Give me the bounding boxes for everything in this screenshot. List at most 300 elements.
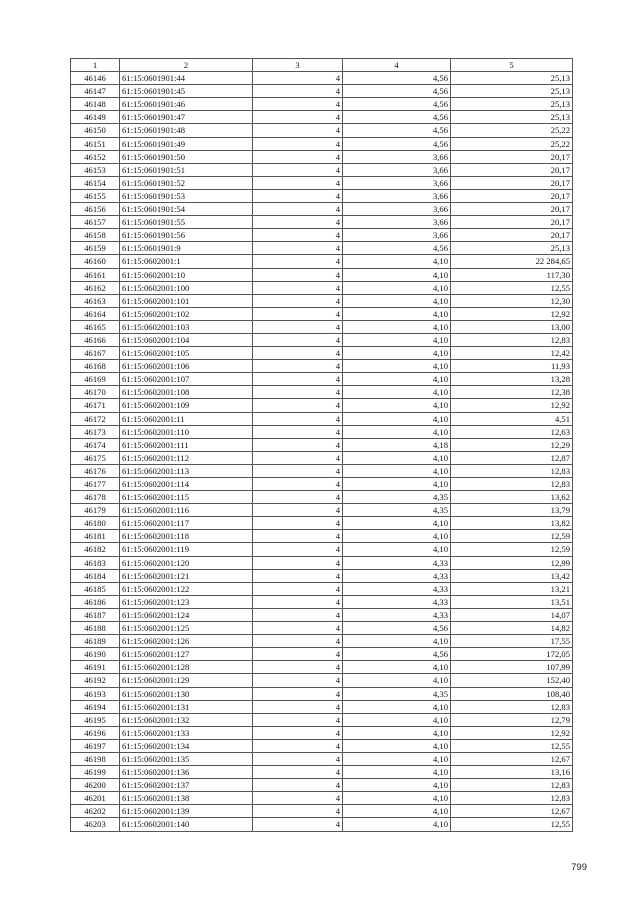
cadastral-number-cell: 61:15:0602001:116 — [120, 504, 253, 517]
column-5-cell: 12,30 — [451, 294, 573, 307]
column-3-cell: 4 — [253, 189, 343, 202]
cadastral-number-cell: 61:15:0602001:132 — [120, 713, 253, 726]
column-5-cell: 117,30 — [451, 268, 573, 281]
column-4-cell: 4,10 — [343, 333, 451, 346]
row-number-cell: 46154 — [71, 176, 120, 189]
row-number-cell: 46187 — [71, 608, 120, 621]
column-5-cell: 13,21 — [451, 582, 573, 595]
column-5-cell: 13,00 — [451, 320, 573, 333]
row-number-cell: 46149 — [71, 111, 120, 124]
column-3-cell: 4 — [253, 517, 343, 530]
column-4-cell: 4,10 — [343, 726, 451, 739]
column-3-cell: 4 — [253, 713, 343, 726]
cadastral-number-cell: 61:15:0602001:1 — [120, 255, 253, 268]
column-3-cell: 4 — [253, 635, 343, 648]
table-row — [71, 425, 573, 438]
cadastral-number-cell: 61:15:0602001:100 — [120, 281, 253, 294]
table-row — [71, 608, 573, 621]
table-row — [71, 648, 573, 661]
cadastral-number-cell: 61:15:0602001:11 — [120, 412, 253, 425]
column-3-cell: 4 — [253, 622, 343, 635]
row-number-cell: 46163 — [71, 294, 120, 307]
table-row — [71, 739, 573, 752]
column-5-cell: 107,99 — [451, 661, 573, 674]
table-row — [71, 399, 573, 412]
table-row — [71, 478, 573, 491]
column-4-cell: 4,56 — [343, 648, 451, 661]
column-5-cell: 25,13 — [451, 242, 573, 255]
table-row — [71, 713, 573, 726]
row-number-cell: 46165 — [71, 320, 120, 333]
column-4-cell: 3,66 — [343, 163, 451, 176]
column-4-cell: 4,10 — [343, 464, 451, 477]
row-number-cell: 46169 — [71, 373, 120, 386]
column-4-cell: 4,10 — [343, 739, 451, 752]
row-number-cell: 46151 — [71, 137, 120, 150]
column-3-cell: 4 — [253, 674, 343, 687]
column-5-cell: 14,07 — [451, 608, 573, 621]
column-4-cell: 4,56 — [343, 72, 451, 85]
table-row — [71, 268, 573, 281]
column-3-cell: 4 — [253, 661, 343, 674]
column-5-cell: 13,82 — [451, 517, 573, 530]
column-4-cell: 4,10 — [343, 818, 451, 831]
table-row — [71, 438, 573, 451]
column-5-cell: 13,79 — [451, 504, 573, 517]
row-number-cell: 46147 — [71, 85, 120, 98]
column-4-cell: 4,10 — [343, 792, 451, 805]
column-5-cell: 25,22 — [451, 137, 573, 150]
column-5-cell: 25,22 — [451, 124, 573, 137]
column-3-cell: 4 — [253, 805, 343, 818]
table-row — [71, 124, 573, 137]
column-4-cell: 4,10 — [343, 425, 451, 438]
column-5-cell: 172,05 — [451, 648, 573, 661]
cadastral-number-cell: 61:15:0602001:127 — [120, 648, 253, 661]
row-number-cell: 46186 — [71, 595, 120, 608]
column-4-cell: 4,33 — [343, 556, 451, 569]
row-number-cell: 46160 — [71, 255, 120, 268]
column-5-cell: 12,63 — [451, 425, 573, 438]
column-5-cell: 12,83 — [451, 478, 573, 491]
column-5-cell: 108,40 — [451, 687, 573, 700]
row-number-cell: 46157 — [71, 216, 120, 229]
column-3-cell: 4 — [253, 98, 343, 111]
table-row — [71, 255, 573, 268]
column-5-cell: 12,92 — [451, 307, 573, 320]
row-number-cell: 46172 — [71, 412, 120, 425]
column-4-cell: 4,10 — [343, 360, 451, 373]
column-5-cell: 11,93 — [451, 360, 573, 373]
table-row — [71, 635, 573, 648]
column-3-cell: 4 — [253, 608, 343, 621]
row-number-cell: 46175 — [71, 451, 120, 464]
column-3-cell: 4 — [253, 818, 343, 831]
table-row — [71, 203, 573, 216]
row-number-cell: 46188 — [71, 622, 120, 635]
column-3-cell: 4 — [253, 111, 343, 124]
column-3-cell: 4 — [253, 85, 343, 98]
column-4-cell: 4,33 — [343, 569, 451, 582]
column-4-cell: 4,10 — [343, 700, 451, 713]
row-number-cell: 46155 — [71, 189, 120, 202]
column-4-cell: 4,10 — [343, 635, 451, 648]
column-5-cell: 25,13 — [451, 98, 573, 111]
row-number-cell: 46182 — [71, 543, 120, 556]
column-4-cell: 4,10 — [343, 543, 451, 556]
cadastral-number-cell: 61:15:0601901:54 — [120, 203, 253, 216]
column-3-cell: 4 — [253, 347, 343, 360]
column-3-cell: 4 — [253, 792, 343, 805]
table-row — [71, 792, 573, 805]
cadastral-number-cell: 61:15:0602001:130 — [120, 687, 253, 700]
column-5-cell: 13,28 — [451, 373, 573, 386]
column-4-cell: 4,10 — [343, 779, 451, 792]
row-number-cell: 46173 — [71, 425, 120, 438]
row-number-cell: 46195 — [71, 713, 120, 726]
column-4-cell: 4,56 — [343, 124, 451, 137]
table-row — [71, 622, 573, 635]
cadastral-number-cell: 61:15:0602001:134 — [120, 739, 253, 752]
row-number-cell: 46162 — [71, 281, 120, 294]
column-3-cell: 4 — [253, 766, 343, 779]
column-3-cell: 4 — [253, 530, 343, 543]
table-row — [71, 491, 573, 504]
column-4-cell: 4,10 — [343, 399, 451, 412]
cadastral-number-cell: 61:15:0602001:128 — [120, 661, 253, 674]
column-3-cell: 4 — [253, 451, 343, 464]
table-row — [71, 229, 573, 242]
column-5-cell: 12,67 — [451, 752, 573, 765]
table-row — [71, 386, 573, 399]
row-number-cell: 46177 — [71, 478, 120, 491]
cadastral-number-cell: 61:15:0601901:45 — [120, 85, 253, 98]
column-3-cell: 4 — [253, 425, 343, 438]
row-number-cell: 46181 — [71, 530, 120, 543]
table-row — [71, 687, 573, 700]
cadastral-number-cell: 61:15:0602001:135 — [120, 752, 253, 765]
table-row — [71, 661, 573, 674]
cadastral-number-cell: 61:15:0602001:111 — [120, 438, 253, 451]
column-3-cell: 4 — [253, 360, 343, 373]
cadastral-number-cell: 61:15:0602001:115 — [120, 491, 253, 504]
table-row — [71, 176, 573, 189]
table-row — [71, 595, 573, 608]
data-table — [70, 58, 573, 832]
cadastral-number-cell: 61:15:0602001:131 — [120, 700, 253, 713]
cadastral-number-cell: 61:15:0601901:53 — [120, 189, 253, 202]
column-5-cell: 13,51 — [451, 595, 573, 608]
column-4-cell: 4,10 — [343, 451, 451, 464]
table-row — [71, 320, 573, 333]
column-4-cell: 4,56 — [343, 111, 451, 124]
column-3-cell: 4 — [253, 752, 343, 765]
column-3-cell: 4 — [253, 648, 343, 661]
cadastral-number-cell: 61:15:0602001:104 — [120, 333, 253, 346]
column-4-cell: 4,56 — [343, 137, 451, 150]
column-4-cell: 4,33 — [343, 595, 451, 608]
row-number-cell: 46180 — [71, 517, 120, 530]
column-3-cell: 4 — [253, 242, 343, 255]
column-5-cell: 12,83 — [451, 700, 573, 713]
column-header-3: 3 — [253, 59, 343, 72]
row-number-cell: 46185 — [71, 582, 120, 595]
column-3-cell: 4 — [253, 687, 343, 700]
table-body — [71, 72, 573, 831]
row-number-cell: 46196 — [71, 726, 120, 739]
column-3-cell: 4 — [253, 320, 343, 333]
column-5-cell: 12,99 — [451, 556, 573, 569]
cadastral-number-cell: 61:15:0602001:102 — [120, 307, 253, 320]
column-3-cell: 4 — [253, 556, 343, 569]
row-number-cell: 46191 — [71, 661, 120, 674]
table-row — [71, 333, 573, 346]
column-3-cell: 4 — [253, 281, 343, 294]
table-row — [71, 582, 573, 595]
column-5-cell: 13,16 — [451, 766, 573, 779]
table-row — [71, 530, 573, 543]
table-row — [71, 242, 573, 255]
column-5-cell: 12,92 — [451, 399, 573, 412]
column-4-cell: 4,33 — [343, 608, 451, 621]
cadastral-number-cell: 61:15:0602001:139 — [120, 805, 253, 818]
row-number-cell: 46148 — [71, 98, 120, 111]
column-5-cell: 12,87 — [451, 451, 573, 464]
column-4-cell: 4,10 — [343, 294, 451, 307]
table-row — [71, 98, 573, 111]
column-4-cell: 4,10 — [343, 478, 451, 491]
column-4-cell: 3,66 — [343, 216, 451, 229]
column-3-cell: 4 — [253, 163, 343, 176]
table-row — [71, 451, 573, 464]
table-row — [71, 752, 573, 765]
column-5-cell: 20,17 — [451, 189, 573, 202]
row-number-cell: 46200 — [71, 779, 120, 792]
column-4-cell: 3,66 — [343, 150, 451, 163]
cadastral-number-cell: 61:15:0602001:108 — [120, 386, 253, 399]
column-3-cell: 4 — [253, 386, 343, 399]
page-number: 799 — [571, 862, 587, 873]
row-number-cell: 46197 — [71, 739, 120, 752]
cadastral-number-cell: 61:15:0601901:56 — [120, 229, 253, 242]
table-row — [71, 137, 573, 150]
row-number-cell: 46152 — [71, 150, 120, 163]
cadastral-number-cell: 61:15:0602001:125 — [120, 622, 253, 635]
column-5-cell: 12,55 — [451, 739, 573, 752]
row-number-cell: 46150 — [71, 124, 120, 137]
column-3-cell: 4 — [253, 72, 343, 85]
table-row — [71, 726, 573, 739]
cadastral-number-cell: 61:15:0602001:121 — [120, 569, 253, 582]
column-3-cell: 4 — [253, 124, 343, 137]
row-number-cell: 46166 — [71, 333, 120, 346]
cadastral-number-cell: 61:15:0602001:10 — [120, 268, 253, 281]
row-number-cell: 46183 — [71, 556, 120, 569]
column-4-cell: 4,10 — [343, 674, 451, 687]
column-header-4: 4 — [343, 59, 451, 72]
row-number-cell: 46194 — [71, 700, 120, 713]
cadastral-number-cell: 61:15:0602001:110 — [120, 425, 253, 438]
column-3-cell: 4 — [253, 478, 343, 491]
column-5-cell: 13,42 — [451, 569, 573, 582]
column-4-cell: 4,10 — [343, 373, 451, 386]
column-3-cell: 4 — [253, 438, 343, 451]
column-4-cell: 4,10 — [343, 307, 451, 320]
column-5-cell: 20,17 — [451, 150, 573, 163]
column-5-cell: 152,40 — [451, 674, 573, 687]
table-row — [71, 85, 573, 98]
column-5-cell: 12,83 — [451, 779, 573, 792]
row-number-cell: 46178 — [71, 491, 120, 504]
cadastral-number-cell: 61:15:0602001:133 — [120, 726, 253, 739]
cadastral-number-cell: 61:15:0602001:119 — [120, 543, 253, 556]
table-row — [71, 294, 573, 307]
column-4-cell: 4,35 — [343, 491, 451, 504]
column-4-cell: 4,10 — [343, 255, 451, 268]
column-4-cell: 4,10 — [343, 347, 451, 360]
column-5-cell: 12,83 — [451, 792, 573, 805]
column-4-cell: 4,10 — [343, 752, 451, 765]
cadastral-number-cell: 61:15:0602001:126 — [120, 635, 253, 648]
column-3-cell: 4 — [253, 464, 343, 477]
column-4-cell: 3,66 — [343, 189, 451, 202]
column-header-5: 5 — [451, 59, 573, 72]
table-row — [71, 111, 573, 124]
column-4-cell: 4,10 — [343, 805, 451, 818]
column-3-cell: 4 — [253, 176, 343, 189]
column-3-cell: 4 — [253, 569, 343, 582]
column-5-cell: 4,51 — [451, 412, 573, 425]
cadastral-number-cell: 61:15:0602001:107 — [120, 373, 253, 386]
column-5-cell: 22 284,65 — [451, 255, 573, 268]
row-number-cell: 46156 — [71, 203, 120, 216]
column-3-cell: 4 — [253, 294, 343, 307]
table-row — [71, 189, 573, 202]
column-4-cell: 4,56 — [343, 98, 451, 111]
column-3-cell: 4 — [253, 137, 343, 150]
column-4-cell: 4,10 — [343, 530, 451, 543]
column-5-cell: 12,29 — [451, 438, 573, 451]
column-3-cell: 4 — [253, 373, 343, 386]
row-number-cell: 46146 — [71, 72, 120, 85]
column-4-cell: 4,10 — [343, 412, 451, 425]
table-row — [71, 281, 573, 294]
row-number-cell: 46164 — [71, 307, 120, 320]
column-3-cell: 4 — [253, 399, 343, 412]
column-3-cell: 4 — [253, 779, 343, 792]
column-4-cell: 4,33 — [343, 582, 451, 595]
cadastral-number-cell: 61:15:0602001:137 — [120, 779, 253, 792]
cadastral-number-cell: 61:15:0602001:101 — [120, 294, 253, 307]
header-row — [71, 59, 573, 72]
table-row — [71, 556, 573, 569]
cadastral-number-cell: 61:15:0602001:117 — [120, 517, 253, 530]
table-row — [71, 464, 573, 477]
column-3-cell: 4 — [253, 268, 343, 281]
cadastral-number-cell: 61:15:0602001:123 — [120, 595, 253, 608]
table-row — [71, 216, 573, 229]
table-row — [71, 163, 573, 176]
table-row — [71, 517, 573, 530]
row-number-cell: 46189 — [71, 635, 120, 648]
row-number-cell: 46203 — [71, 818, 120, 831]
cadastral-number-cell: 61:15:0602001:113 — [120, 464, 253, 477]
table-row — [71, 72, 573, 85]
column-3-cell: 4 — [253, 307, 343, 320]
cadastral-number-cell: 61:15:0601901:51 — [120, 163, 253, 176]
cadastral-number-cell: 61:15:0601901:52 — [120, 176, 253, 189]
cadastral-number-cell: 61:15:0601901:55 — [120, 216, 253, 229]
column-5-cell: 20,17 — [451, 203, 573, 216]
column-5-cell: 12,59 — [451, 530, 573, 543]
table-row — [71, 779, 573, 792]
cadastral-number-cell: 61:15:0602001:129 — [120, 674, 253, 687]
row-number-cell: 46170 — [71, 386, 120, 399]
row-number-cell: 46198 — [71, 752, 120, 765]
column-4-cell: 4,10 — [343, 268, 451, 281]
column-3-cell: 4 — [253, 726, 343, 739]
column-4-cell: 4,10 — [343, 517, 451, 530]
column-5-cell: 12,79 — [451, 713, 573, 726]
column-5-cell: 12,55 — [451, 818, 573, 831]
table-row — [71, 504, 573, 517]
column-4-cell: 4,10 — [343, 320, 451, 333]
column-5-cell: 20,17 — [451, 176, 573, 189]
row-number-cell: 46167 — [71, 347, 120, 360]
column-4-cell: 4,56 — [343, 242, 451, 255]
cadastral-number-cell: 61:15:0602001:112 — [120, 451, 253, 464]
column-5-cell: 25,13 — [451, 72, 573, 85]
cadastral-number-cell: 61:15:0601901:49 — [120, 137, 253, 150]
table-row — [71, 700, 573, 713]
column-5-cell: 12,55 — [451, 281, 573, 294]
column-3-cell: 4 — [253, 739, 343, 752]
cadastral-number-cell: 61:15:0601901:50 — [120, 150, 253, 163]
column-5-cell: 12,92 — [451, 726, 573, 739]
table-row — [71, 347, 573, 360]
cadastral-number-cell: 61:15:0602001:138 — [120, 792, 253, 805]
row-number-cell: 46174 — [71, 438, 120, 451]
column-5-cell: 20,17 — [451, 216, 573, 229]
table-row — [71, 412, 573, 425]
row-number-cell: 46153 — [71, 163, 120, 176]
column-5-cell: 12,83 — [451, 464, 573, 477]
row-number-cell: 46184 — [71, 569, 120, 582]
column-3-cell: 4 — [253, 255, 343, 268]
column-4-cell: 4,10 — [343, 386, 451, 399]
table-row — [71, 805, 573, 818]
row-number-cell: 46176 — [71, 464, 120, 477]
cadastral-number-cell: 61:15:0602001:109 — [120, 399, 253, 412]
cadastral-number-cell: 61:15:0602001:114 — [120, 478, 253, 491]
column-5-cell: 20,17 — [451, 229, 573, 242]
column-5-cell: 20,17 — [451, 163, 573, 176]
column-header-1: 1 — [71, 59, 120, 72]
row-number-cell: 46201 — [71, 792, 120, 805]
row-number-cell: 46158 — [71, 229, 120, 242]
row-number-cell: 46161 — [71, 268, 120, 281]
column-header-2: 2 — [120, 59, 253, 72]
cadastral-number-cell: 61:15:0601901:9 — [120, 242, 253, 255]
row-number-cell: 46159 — [71, 242, 120, 255]
column-4-cell: 4,10 — [343, 281, 451, 294]
table-row — [71, 543, 573, 556]
cadastral-number-cell: 61:15:0602001:140 — [120, 818, 253, 831]
column-5-cell: 12,67 — [451, 805, 573, 818]
cadastral-number-cell: 61:15:0601901:44 — [120, 72, 253, 85]
column-4-cell: 4,10 — [343, 661, 451, 674]
cadastral-number-cell: 61:15:0602001:136 — [120, 766, 253, 779]
